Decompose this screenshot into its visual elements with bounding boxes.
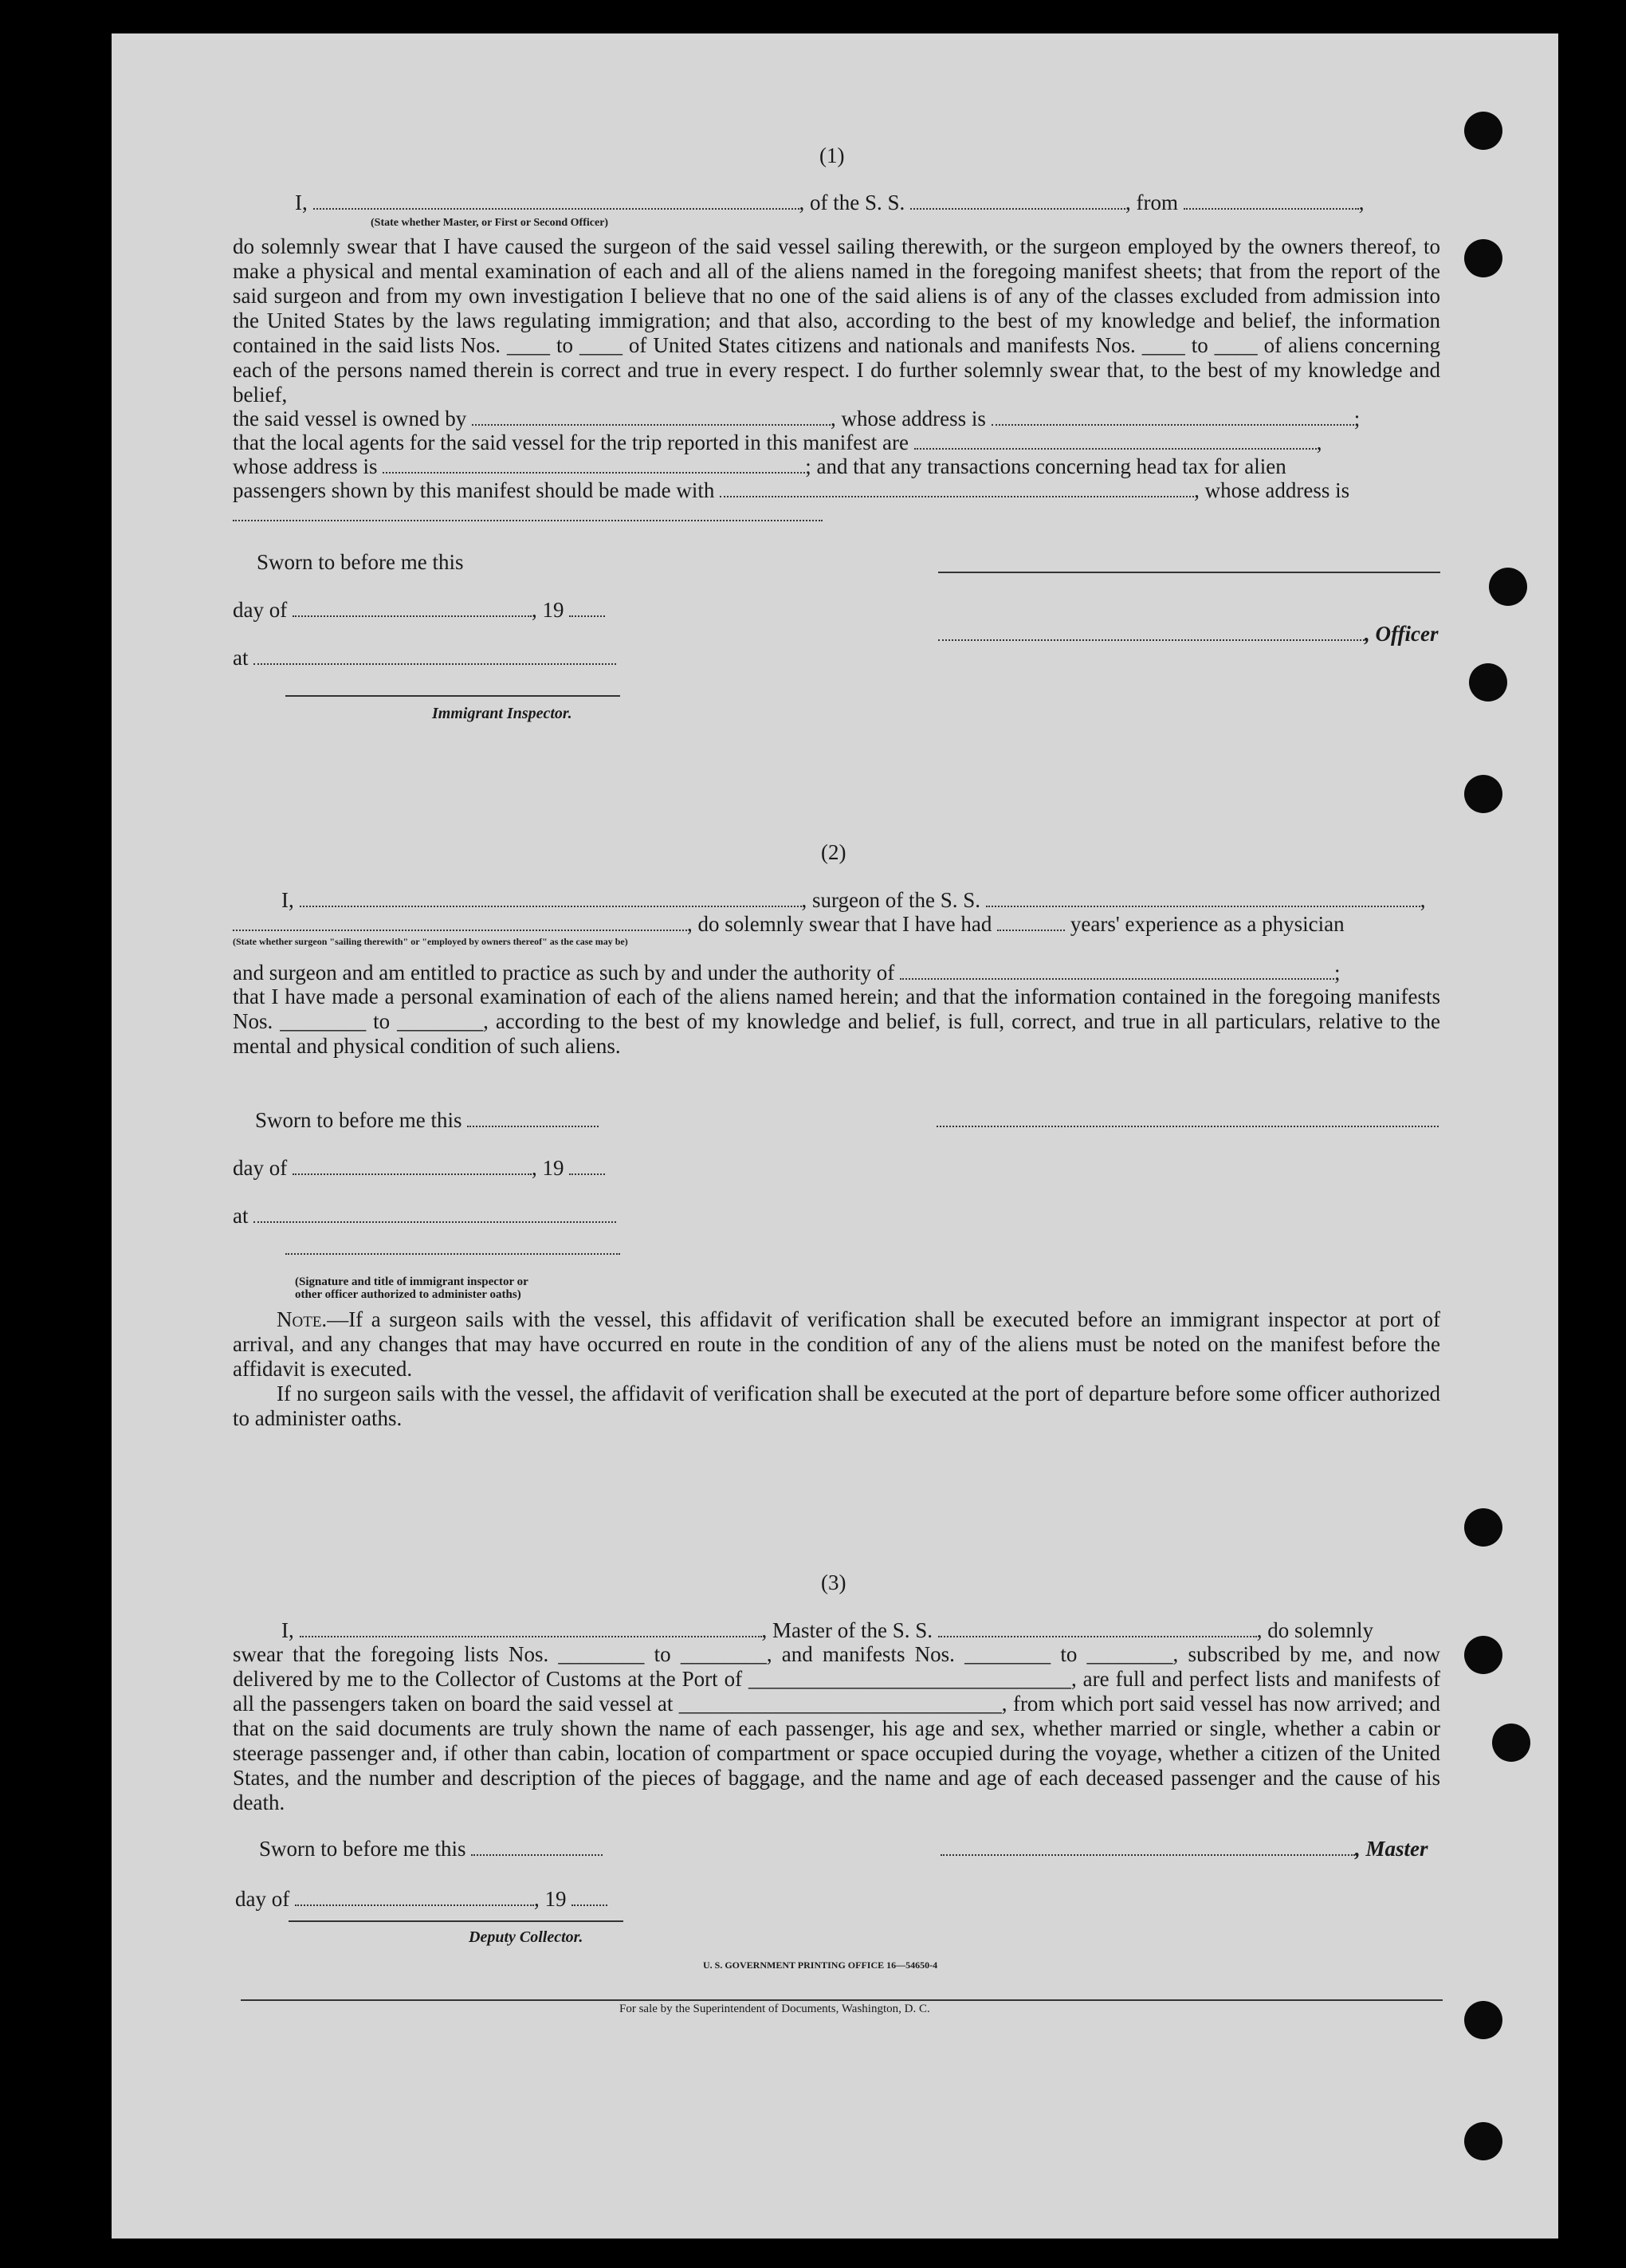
- section-1-whose-address: whose address is ; and that any transactions concerning head tax for alien: [233, 454, 1286, 478]
- section-1-day-of: day of , 19: [233, 598, 605, 623]
- for-sale-line: For sale by the Superintendent of Documents, Washington, D. C.: [619, 2003, 930, 2015]
- punch-hole: [1464, 239, 1502, 277]
- section-2-line-2: , do solemnly swear that I have had years' experience as a physician: [233, 912, 1345, 937]
- punch-hole: [1464, 112, 1502, 150]
- section-2-signature-caption-2: other officer authorized to administer oaths): [295, 1288, 521, 1301]
- section-3-master: , Master: [941, 1837, 1428, 1861]
- section-1-officer: , Officer: [938, 622, 1438, 647]
- punch-hole: [1464, 775, 1502, 813]
- section-3-day-of: day of , 19: [235, 1887, 607, 1912]
- section-3-number: (3): [821, 1570, 846, 1594]
- section-1-line-1: I, , of the S. S. , from ,: [295, 191, 1365, 214]
- section-3-line-1: I, , Master of the S. S. , do solemnly: [281, 1618, 1373, 1642]
- section-2-line-1: I, , surgeon of the S. S. ,: [281, 888, 1426, 912]
- section-3-sworn: Sworn to before me this: [259, 1837, 603, 1861]
- punch-hole: [1464, 2001, 1502, 2039]
- printing-office-line: U. S. GOVERNMENT PRINTING OFFICE 16—54650-4: [703, 1959, 938, 1971]
- punch-hole: [1464, 1636, 1502, 1674]
- section-1-owned-by: the said vessel is owned by , whose address is ;: [233, 407, 1361, 430]
- section-3-collector-caption: Deputy Collector.: [469, 1928, 583, 1946]
- section-1-number: (1): [819, 143, 845, 167]
- punch-hole: [1492, 1724, 1530, 1762]
- section-2-sworn: Sworn to before me this: [255, 1108, 599, 1133]
- punch-hole: [1464, 1508, 1502, 1547]
- section-1-caption: (State whether Master, or First or Second Officer): [371, 217, 609, 229]
- section-3-body: swear that the foregoing lists Nos. ________ to ________, and manifests Nos. ________ to ________, subscribed by me, and now delivered by me to the Collector of Customs at the Port of ______________________________, are full and perfect lists and manifests of all the passengers taken on board the said vessel at ______________________________, from which port said vessel has now arrived; and that on the said documents are truly shown the name of each passenger, his age and sex, whether married or single, whether a cabin or steerage passenger and, if other than cabin, location of compartment or space occupied during the voyage, whether a citizen of the United States, and the number and description of the pieces of baggage, and the name and age of each deceased passenger and the cause of his death.: [233, 1642, 1440, 1814]
- section-2-authority: and surgeon and am entitled to practice as such by and under the authority of ;: [233, 961, 1341, 985]
- punch-hole: [1469, 663, 1507, 702]
- section-2-note-2: If no surgeon sails with the vessel, the affidavit of verification shall be executed at the port of departure before some officer authorized to administer oaths.: [233, 1382, 1440, 1430]
- section-1-inspector-caption: Immigrant Inspector.: [432, 705, 572, 722]
- section-1-passengers: passengers shown by this manifest should be made with , whose address is: [233, 478, 1350, 502]
- section-1-local-agents: that the local agents for the said vessel for the trip reported in this manifest are ,: [233, 430, 1322, 454]
- section-2-number: (2): [821, 840, 846, 864]
- punch-hole: [1489, 568, 1527, 606]
- section-2-at: at: [233, 1204, 616, 1228]
- section-2-note: Note.—If a surgeon sails with the vessel, this affidavit of verification shall be executed before an immigrant inspector at port of arrival, and any changes that may have occurred en route in the condition of any of the aliens must be noted on the manifest before the affidavit is executed.: [233, 1307, 1440, 1381]
- section-2-signature-caption-1: (Signature and title of immigrant inspector or: [295, 1276, 528, 1288]
- section-2-day-of: day of , 19: [233, 1156, 605, 1181]
- section-2-caption: (State whether surgeon "sailing therewith" or "employed by owners thereof" as the case may be): [233, 936, 628, 947]
- punch-hole: [1464, 2122, 1502, 2160]
- section-2-body: that I have made a personal examination of each of the aliens named herein; and that the information contained in the foregoing manifests Nos. ________ to ________, according to the best of my knowledge and belief, is full, correct, and true in all particulars, relative to the mental and physical condition of such aliens.: [233, 985, 1440, 1058]
- section-1-at: at: [233, 646, 616, 670]
- form-page: [112, 33, 1558, 2239]
- section-1-sworn: Sworn to before me this: [257, 550, 464, 574]
- section-1-body: do solemnly swear that I have caused the surgeon of the said vessel sailing therewith, or the surgeon employed by the owners thereof, to make a physical and mental examination of each and all of the aliens named in the foregoing manifest sheets; that from the report of the said surgeon and from my own investigation I believe that no one of the said aliens is of any of the classes excluded from admission into the United States by the laws regulating immigration; and that also, according to the best of my knowledge and belief, the information contained in the said lists Nos. ____ to ____ of United States citizens and nationals and manifests Nos. ____ to ____ of aliens concerning each of the persons named therein is correct and true in every respect. I do further solemnly swear that, to the best of my knowledge and belief,: [233, 234, 1440, 407]
